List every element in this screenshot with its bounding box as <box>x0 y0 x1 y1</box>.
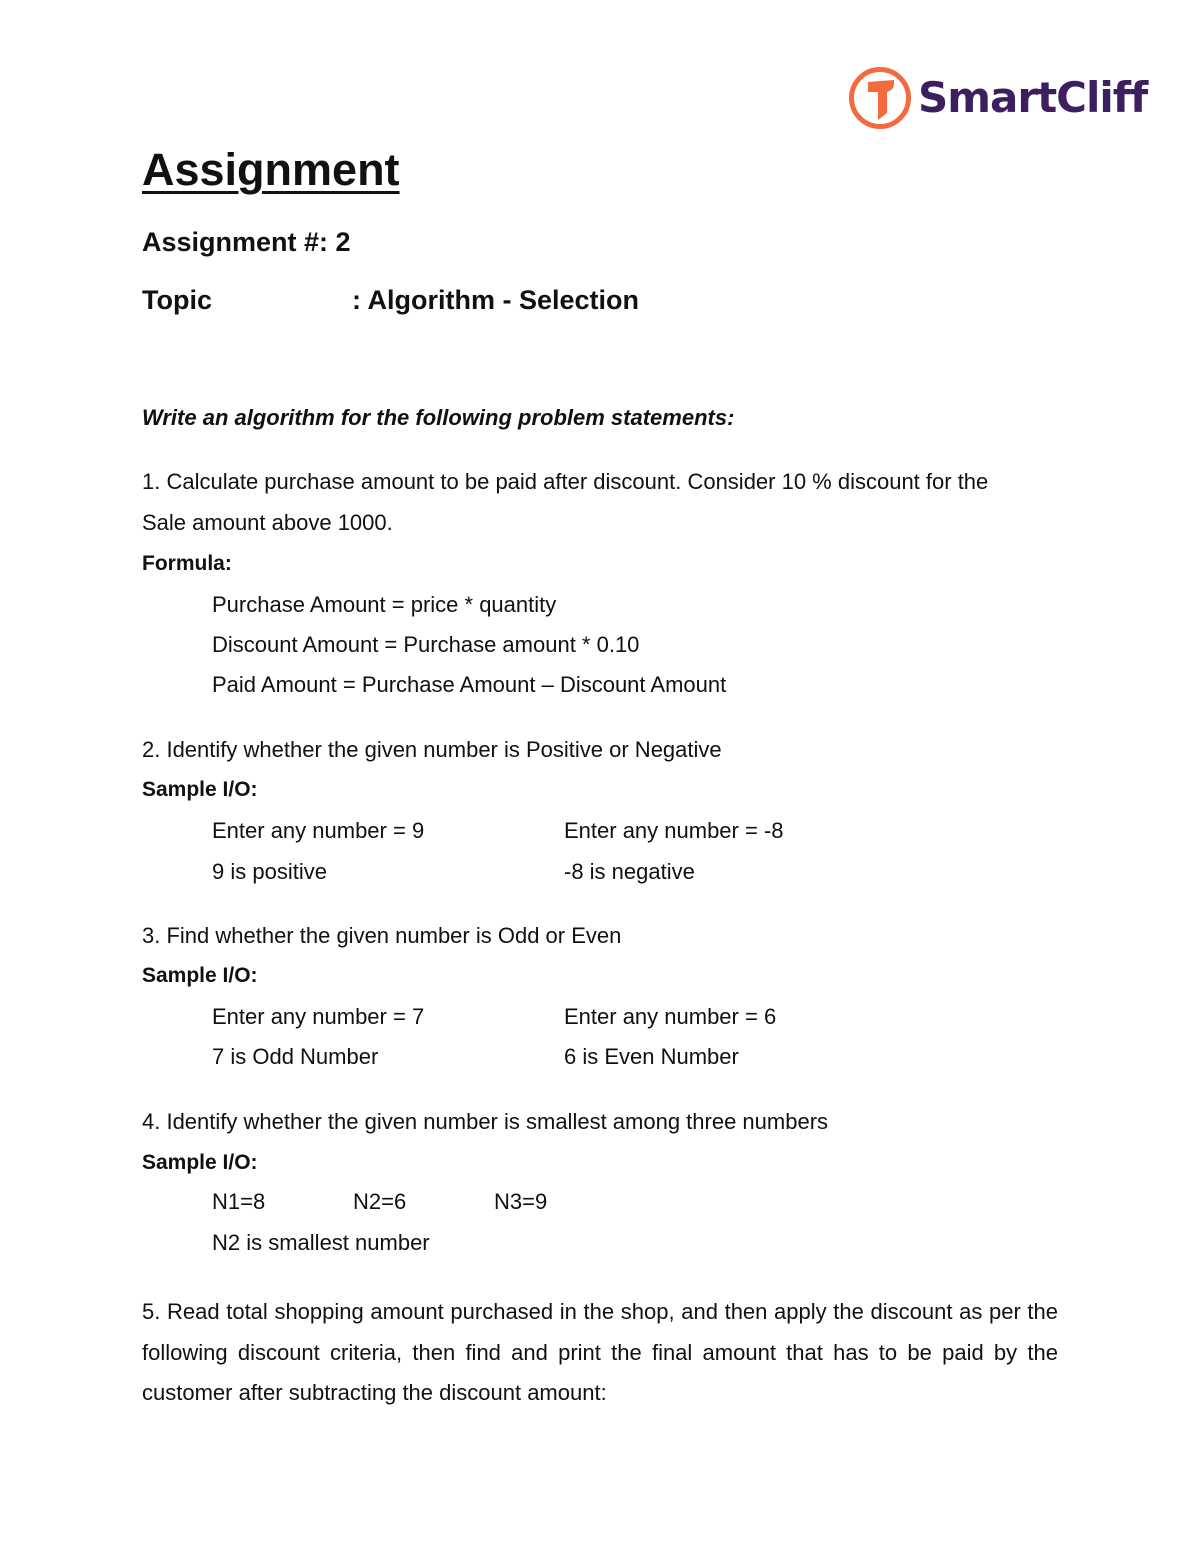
smartcliff-logo <box>848 66 1148 132</box>
problem-2-sample-left-input: Enter any number = 9 <box>212 818 425 843</box>
problem-1-line-1: 1. Calculate purchase amount to be paid after discount. Consider 10 % discount for the <box>142 469 989 494</box>
formula-purchase-amount: Purchase Amount = price * quantity <box>212 592 557 617</box>
problem-4-statement: 4. Identify whether the given number is smallest among three numbers <box>142 1109 829 1134</box>
problem-4-n3: N3=9 <box>494 1189 548 1214</box>
formula-label: Formula: <box>142 552 232 575</box>
problem-4-sample-label: Sample I/O: <box>142 1151 258 1174</box>
problem-3-sample-right-output: 6 is Even Number <box>564 1044 739 1069</box>
problem-2-sample-right-output: -8 is negative <box>564 859 695 884</box>
logo-wordmark: SmartCliff <box>918 73 1148 122</box>
problem-2-statement: 2. Identify whether the given number is Positive or Negative <box>142 737 722 762</box>
problem-2-sample-right-input: Enter any number = -8 <box>564 818 784 843</box>
formula-paid-amount: Paid Amount = Purchase Amount – Discount Amount <box>212 672 727 697</box>
formula-discount-amount: Discount Amount = Purchase amount * 0.10 <box>212 632 640 657</box>
instruction-text: Write an algorithm for the following problem statements: <box>142 405 735 430</box>
problem-3-sample-left-output: 7 is Odd Number <box>212 1044 379 1069</box>
topic-value: : Algorithm - Selection <box>352 285 640 315</box>
problem-2-sample-label: Sample I/O: <box>142 778 258 801</box>
smartcliff-logo-icon <box>848 66 912 130</box>
problem-3-statement: 3. Find whether the given number is Odd or Even <box>142 923 622 948</box>
problem-1-line-2: Sale amount above 1000. <box>142 510 393 535</box>
problem-4-n2: N2=6 <box>353 1189 407 1214</box>
problem-3-sample-label: Sample I/O: <box>142 964 258 987</box>
topic-label: Topic <box>142 285 212 315</box>
problem-3-sample-right-input: Enter any number = 6 <box>564 1004 777 1029</box>
problem-2-sample-left-output: 9 is positive <box>212 859 327 884</box>
problem-5-statement: 5. Read total shopping amount purchased in the shop, and then apply the discount as per the following discount criteria, then find and print the final amount that has to be paid by the customer after subtracting the discount amount: <box>142 1299 1058 1405</box>
page-title: Assignment <box>142 144 400 195</box>
assignment-number: Assignment #: 2 <box>142 227 351 257</box>
problem-4-n1: N1=8 <box>212 1189 266 1214</box>
problem-4-result: N2 is smallest number <box>212 1230 430 1255</box>
problem-3-sample-left-input: Enter any number = 7 <box>212 1004 425 1029</box>
